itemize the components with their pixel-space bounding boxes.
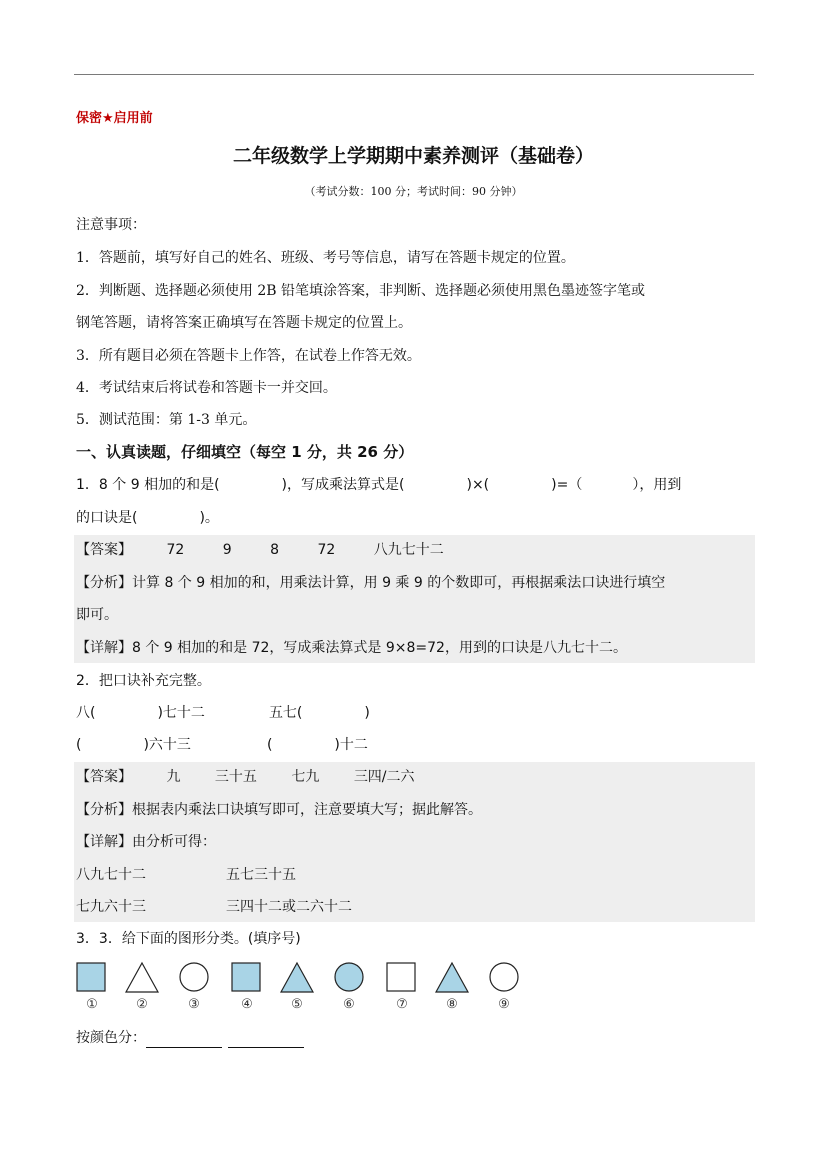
shape-label: ① bbox=[86, 997, 98, 1012]
shape-label: ④ bbox=[241, 997, 253, 1012]
shape-label: ③ bbox=[188, 997, 200, 1012]
confidential-mark: 保密★启用前 bbox=[76, 111, 153, 126]
notice-item: 5．测试范围：第 1-3 单元。 bbox=[76, 412, 257, 428]
question-1-line-1: 1．8 个 9 相加的和是( )，写成乘法算式是( )×( )=（ ），用到 bbox=[76, 477, 682, 493]
header-rule bbox=[74, 74, 754, 75]
result-row-2: 七九六十三 三四十二或二六十二 bbox=[76, 899, 352, 915]
shape-label: ⑧ bbox=[446, 997, 458, 1012]
shape-5-triangle-filled-icon bbox=[280, 961, 314, 995]
section-heading: 一、认真读题，仔细填空（每空 1 分，共 26 分） bbox=[76, 443, 414, 461]
notice-item: 钢笔答题，请将答案正确填写在答题卡规定的位置上。 bbox=[76, 315, 412, 331]
notice-heading: 注意事项： bbox=[76, 217, 146, 233]
blank-1[interactable] bbox=[146, 1033, 222, 1048]
analysis-row-1: 【分析】计算 8 个 9 相加的和，用乘法计算，用 9 乘 9 的个数即可，再根据乘法口诀进行填空 bbox=[76, 575, 666, 591]
page-title: 二年级数学上学期期中素养测评（基础卷） bbox=[232, 145, 594, 167]
answer-row-2: 【答案】 九 三十五 七九 三四/二六 bbox=[76, 769, 415, 785]
shape-1-square-filled-icon bbox=[75, 961, 109, 995]
shape-9-circle-icon bbox=[487, 961, 521, 995]
shape-2-triangle-icon bbox=[125, 961, 159, 995]
exam-info: （考试分数：100 分；考试时间：90 分钟） bbox=[304, 185, 523, 198]
blank-2[interactable] bbox=[228, 1033, 304, 1048]
question-2-row-2: ( )六十三 ( )十二 bbox=[76, 737, 368, 753]
result-row-1: 八九七十二 五七三十五 bbox=[76, 867, 296, 883]
question-3-stem: 3．3．给下面的图形分类。(填序号) bbox=[76, 931, 301, 947]
classify-by-color-row: 按颜色分： bbox=[76, 1028, 310, 1048]
detail-row-1: 【详解】8 个 9 相加的和是 72，写成乘法算式是 9×8=72，用到的口诀是八九七十二。 bbox=[76, 640, 627, 656]
shape-4-square-filled-icon bbox=[230, 961, 264, 995]
shape-7-square-icon bbox=[385, 961, 419, 995]
notice-item: 4．考试结束后将试卷和答题卡一并交回。 bbox=[76, 380, 337, 396]
notice-item: 1．答题前，填写好自己的姓名、班级、考号等信息，请写在答题卡规定的位置。 bbox=[76, 250, 575, 266]
shape-label: ⑥ bbox=[343, 997, 355, 1012]
question-1-line-2: 的口诀是( )。 bbox=[76, 510, 219, 526]
analysis-row-2: 【分析】根据表内乘法口诀填写即可，注意要填大写；据此解答。 bbox=[76, 802, 482, 818]
shape-3-circle-icon bbox=[177, 961, 211, 995]
question-2-stem: 2．把口诀补充完整。 bbox=[76, 673, 211, 689]
notice-item: 2．判断题、选择题必须使用 2B 铅笔填涂答案，非判断、选择题必须使用黑色墨迹签字笔或 bbox=[76, 283, 646, 299]
shape-6-circle-filled-icon bbox=[332, 961, 366, 995]
detail-row-2: 【详解】由分析可得： bbox=[76, 834, 216, 850]
shape-label: ⑨ bbox=[498, 997, 510, 1012]
question-2-row-1: 八( )七十二 五七( ) bbox=[76, 705, 370, 721]
shape-label: ⑤ bbox=[291, 997, 303, 1012]
shape-label: ② bbox=[136, 997, 148, 1012]
shape-8-triangle-filled-icon bbox=[435, 961, 469, 995]
notice-item: 3．所有题目必须在答题卡上作答，在试卷上作答无效。 bbox=[76, 348, 421, 364]
answer-row-1: 【答案】 72 9 8 72 八九七十二 bbox=[76, 542, 444, 558]
analysis-row-1-cont: 即可。 bbox=[76, 607, 118, 623]
shape-label: ⑦ bbox=[396, 997, 408, 1012]
